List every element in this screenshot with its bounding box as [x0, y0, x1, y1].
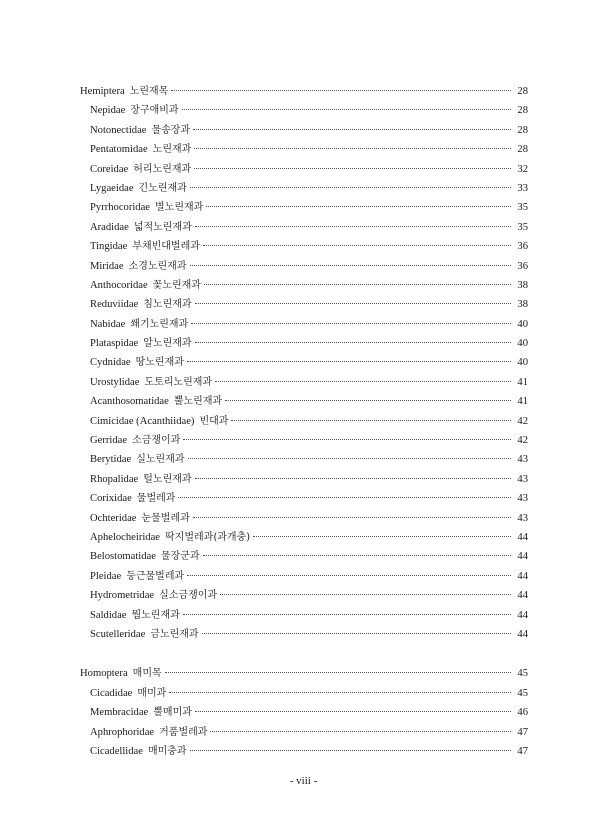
family-name-korean: 침노린재과 [143, 299, 192, 311]
family-name-latin: Corixidae [90, 493, 132, 505]
page-number: 43 [517, 493, 528, 505]
toc-family-entry[interactable] [80, 140, 528, 159]
family-name-korean: 꽃노린재과 [152, 279, 201, 291]
family-name-latin: Saldidae [90, 609, 127, 621]
dot-leader [195, 711, 511, 712]
toc-family-entry[interactable] [80, 431, 528, 450]
family-name-latin: Notonectidae [90, 124, 147, 136]
toc-family-entry[interactable] [80, 160, 528, 179]
dot-leader [194, 168, 511, 169]
entry-title [80, 664, 162, 683]
family-name-korean: 쐐기노린재과 [130, 318, 189, 330]
family-name-latin: Reduviidae [90, 299, 139, 311]
toc-family-entry[interactable] [80, 625, 528, 644]
entry-title [90, 353, 184, 372]
entry-title [90, 470, 192, 489]
family-name-latin: Acanthosomatidae [90, 396, 169, 408]
toc-family-entry[interactable] [80, 295, 528, 314]
family-list [80, 101, 528, 644]
family-name-latin: Pleidae [90, 570, 122, 582]
entry-title [90, 489, 175, 508]
page-number: 44 [517, 570, 528, 582]
family-name-latin: Membracidae [90, 707, 149, 719]
page-number: 41 [517, 376, 528, 388]
page-number: 36 [517, 260, 528, 272]
dot-leader [253, 536, 511, 537]
family-list [80, 684, 528, 762]
entry-title [90, 567, 184, 586]
section-spacer [80, 644, 528, 664]
toc-family-entry[interactable] [80, 121, 528, 140]
entry-title [90, 606, 180, 625]
toc-family-entry[interactable] [80, 412, 528, 431]
family-name-korean: 빈대과 [199, 415, 229, 427]
family-name-latin: Ochteridae [90, 512, 137, 524]
family-name-latin: Miridae [90, 260, 124, 272]
toc-family-entry[interactable] [80, 450, 528, 469]
page-number: 47 [517, 726, 528, 738]
family-name-korean: 별노린재과 [155, 202, 204, 214]
family-name-latin: Aphrophoridae [90, 726, 155, 738]
toc-family-entry[interactable] [80, 334, 528, 353]
dot-leader [210, 731, 511, 732]
entry-title [90, 237, 200, 256]
page-number: 33 [517, 182, 528, 194]
toc-family-entry[interactable] [80, 315, 528, 334]
page-number: 40 [517, 318, 528, 330]
family-name-korean: 부채빈대벌레과 [132, 241, 200, 253]
page-number: 28 [517, 124, 528, 136]
family-name-korean: 거품벌레과 [159, 726, 208, 738]
page-number: 28 [517, 86, 528, 97]
family-name-korean: 딱지벌레과(과개충) [165, 531, 251, 543]
dot-leader [193, 129, 511, 130]
family-name-korean: 땅노린재과 [135, 357, 184, 369]
dot-leader [195, 226, 511, 227]
page-number: 44 [517, 531, 528, 543]
family-name-korean: 허리노린재과 [133, 163, 192, 175]
toc-family-entry[interactable] [80, 567, 528, 586]
page-number: 32 [517, 163, 528, 175]
family-name-latin: Nabidae [90, 318, 126, 330]
toc-family-entry[interactable] [80, 489, 528, 508]
toc-family-entry[interactable] [80, 101, 528, 120]
toc-family-entry[interactable] [80, 742, 528, 761]
entry-title [90, 334, 192, 353]
dot-leader [194, 148, 511, 149]
dot-leader [178, 497, 511, 498]
page-number: 28 [517, 144, 528, 156]
page-number: 45 [517, 668, 528, 680]
entry-title [90, 509, 190, 528]
family-name-latin: Hydrometridae [90, 590, 155, 602]
family-name-korean: 둥근물벌레과 [126, 570, 185, 582]
dot-leader [204, 284, 511, 285]
dot-leader [183, 614, 511, 615]
family-name-latin: Gerridae [90, 435, 128, 447]
entry-title [90, 160, 191, 179]
dot-leader [195, 303, 511, 304]
family-name-korean: 뿔매미과 [153, 707, 192, 719]
page-number: 44 [517, 590, 528, 602]
family-name-latin: Cicadellidae [90, 745, 143, 757]
toc-family-entry[interactable] [80, 353, 528, 372]
entry-title [90, 547, 200, 566]
family-name-korean: 뿔노린재과 [173, 396, 223, 408]
dot-leader [203, 555, 511, 556]
family-name-latin: Urostylidae [90, 376, 140, 388]
family-name-korean: 금노린재과 [150, 628, 199, 640]
toc-family-entry[interactable] [80, 198, 528, 217]
page-number: 28 [517, 105, 528, 117]
toc-family-entry[interactable] [80, 470, 528, 489]
page-number: 42 [517, 435, 528, 447]
family-name-korean: 매미과 [137, 687, 167, 699]
dot-leader [193, 517, 511, 518]
toc-family-entry[interactable] [80, 509, 528, 528]
toc-family-entry[interactable] [80, 684, 528, 703]
family-name-korean: 털노린재과 [143, 473, 192, 485]
family-name-latin: Belostomatidae [90, 551, 156, 563]
order-name-korean: 매미목 [132, 668, 162, 680]
toc-family-entry[interactable] [80, 547, 528, 566]
toc-family-entry[interactable] [80, 218, 528, 237]
dot-leader [190, 187, 511, 188]
toc-family-entry[interactable] [80, 237, 528, 256]
toc-family-entry[interactable] [80, 392, 528, 411]
dot-leader [195, 342, 511, 343]
toc-family-entry[interactable] [80, 528, 528, 547]
toc-family-entry[interactable] [80, 586, 528, 605]
dot-leader [225, 400, 511, 401]
page-number: 43 [517, 473, 528, 485]
entry-title [90, 684, 166, 703]
page-number: 35 [517, 221, 528, 233]
dot-leader [171, 90, 511, 91]
toc-family-entry[interactable] [80, 703, 528, 722]
entry-title [90, 179, 187, 198]
toc-family-entry[interactable] [80, 606, 528, 625]
entry-title [90, 723, 207, 742]
family-name-korean: 넓적노린재과 [133, 221, 192, 233]
family-name-korean: 물장군과 [160, 551, 200, 563]
family-name-korean: 물송장과 [151, 124, 191, 136]
family-name-latin: Lygaeidae [90, 182, 134, 194]
entry-title [90, 392, 222, 411]
entry-title [90, 703, 192, 722]
family-name-latin: Berytidae [90, 454, 132, 466]
family-name-korean: 소경노린재과 [128, 260, 187, 272]
page-number: 45 [517, 687, 528, 699]
page-number: 40 [517, 357, 528, 369]
entry-title [90, 625, 199, 644]
family-name-latin: Pentatomidae [90, 144, 148, 156]
dot-leader [215, 381, 511, 382]
family-name-korean: 긴노린재과 [138, 182, 187, 194]
entry-title [90, 218, 192, 237]
toc-family-entry[interactable] [80, 276, 528, 295]
toc-family-entry[interactable] [80, 257, 528, 276]
family-name-latin: Anthocoridae [90, 279, 148, 291]
family-name-korean: 눈물벌레과 [141, 512, 190, 524]
entry-title [90, 295, 192, 314]
dot-leader [231, 420, 511, 421]
entry-title [80, 82, 168, 101]
dot-leader [203, 245, 511, 246]
page-number: 42 [517, 415, 528, 427]
family-name-latin: Plataspidae [90, 338, 139, 350]
page-number: 43 [517, 512, 528, 524]
page-number: 41 [517, 396, 528, 408]
page-number: 43 [517, 454, 528, 466]
family-name-korean: 소금쟁이과 [132, 435, 181, 447]
entry-title [90, 276, 201, 295]
family-name-latin: Coreidae [90, 163, 129, 175]
family-name-korean: 노린재과 [152, 144, 192, 156]
entry-title [90, 140, 191, 159]
family-name-korean: 실노린재과 [136, 454, 185, 466]
page-number: 44 [517, 609, 528, 621]
family-name-korean: 장구애비과 [130, 105, 179, 117]
dot-leader [187, 575, 511, 576]
entry-title [90, 742, 187, 761]
order-name-korean: 노린재목 [129, 86, 169, 97]
dot-leader [165, 672, 511, 673]
toc-order-entry[interactable] [80, 82, 528, 101]
page-number: 38 [517, 299, 528, 311]
page-number: 36 [517, 241, 528, 253]
order-name-latin: Hemiptera [80, 86, 125, 97]
entry-title [90, 450, 185, 469]
family-name-latin: Scutelleridae [90, 628, 146, 640]
dot-leader [183, 439, 511, 440]
entry-title [90, 412, 228, 431]
family-name-latin: Rhopalidae [90, 473, 139, 485]
toc-order-entry[interactable] [80, 664, 528, 683]
dot-leader [191, 323, 511, 324]
page-number: 46 [517, 707, 528, 719]
page-number: 44 [517, 628, 528, 640]
page-number: 38 [517, 279, 528, 291]
toc-family-entry[interactable] [80, 373, 528, 392]
entry-title [90, 257, 187, 276]
family-name-latin: Cimicidae (Acanthiidae) [90, 415, 195, 427]
family-name-korean: 매미충과 [147, 745, 187, 757]
toc-family-entry[interactable] [80, 179, 528, 198]
dot-leader [182, 109, 511, 110]
page-number: 40 [517, 338, 528, 350]
family-name-korean: 물벌레과 [136, 493, 176, 505]
page-number: 47 [517, 745, 528, 757]
entry-title [90, 431, 180, 450]
entry-title [90, 528, 250, 547]
family-name-latin: Cydnidae [90, 357, 131, 369]
dot-leader [206, 206, 511, 207]
family-name-korean: 도토리노린재과 [144, 376, 213, 388]
entry-title [90, 586, 217, 605]
family-name-latin: Pyrrhocoridae [90, 202, 151, 214]
page-number: 35 [517, 202, 528, 214]
entry-title [90, 315, 188, 334]
family-name-latin: Cicadidae [90, 687, 133, 699]
entry-title [90, 121, 190, 140]
family-name-korean: 뭠노린재과 [131, 609, 180, 621]
family-name-latin: Aphelocheiridae [90, 531, 161, 543]
dot-leader [202, 633, 511, 634]
page-footer-number: - viii - [289, 775, 318, 787]
entry-title [90, 101, 179, 120]
entry-title [90, 198, 203, 217]
dot-leader [188, 458, 512, 459]
toc-family-entry[interactable] [80, 723, 528, 742]
dot-leader [195, 478, 511, 479]
dot-leader [220, 594, 511, 595]
dot-leader [190, 750, 511, 751]
dot-leader [190, 265, 511, 266]
dot-leader [169, 692, 511, 693]
family-name-korean: 알노린재과 [143, 338, 192, 350]
entry-title [90, 373, 212, 392]
dot-leader [187, 361, 511, 362]
order-name-latin: Homoptera [80, 668, 128, 680]
family-name-korean: 실소금쟁이과 [159, 590, 218, 602]
table-of-contents [80, 82, 528, 761]
family-name-latin: Aradidae [90, 221, 129, 233]
family-name-latin: Nepidae [90, 105, 126, 117]
page-number: 44 [517, 551, 528, 563]
family-name-latin: Tingidae [90, 241, 128, 253]
